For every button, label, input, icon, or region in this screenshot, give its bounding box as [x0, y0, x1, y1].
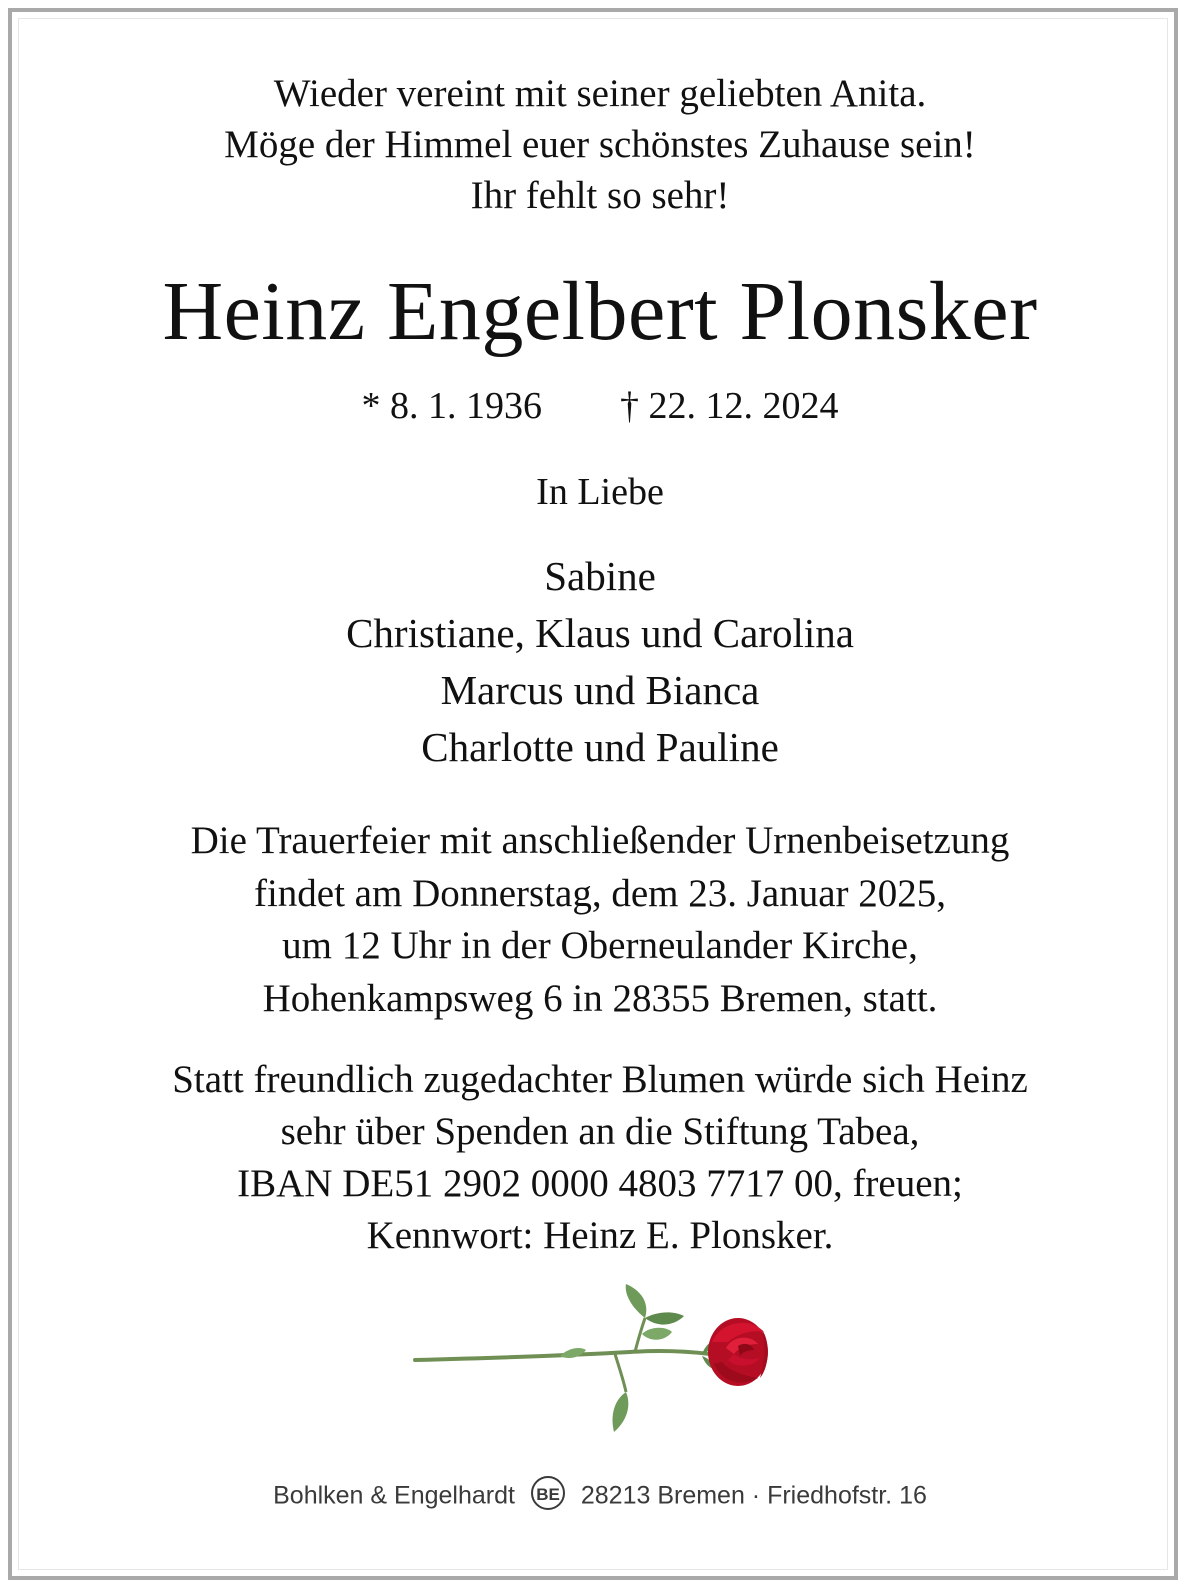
motto-verse: [0, 68, 1200, 221]
donation-line: IBAN DE51 2902 0000 4803 7717 00, freuen;: [237, 1162, 963, 1205]
ceremony-line: Die Trauerfeier mit anschließender Urnenbeisetzung: [190, 819, 1010, 862]
birth-date: * 8. 1. 1936: [361, 385, 542, 427]
family-list: [0, 548, 1200, 776]
ceremony-line: findet am Donnerstag, dem 23. Januar 2025,: [253, 871, 947, 915]
funeral-home-footer: [0, 1476, 1200, 1513]
donation-line: sehr über Spenden an die Stiftung Tabea,: [280, 1110, 920, 1153]
family-line: Sabine: [544, 553, 656, 599]
ceremony-line: um 12 Uhr in der Oberneulander Kirche,: [282, 924, 918, 967]
funeral-home-name: Bohlken & Engelhardt: [273, 1481, 515, 1510]
greeting: In Liebe: [536, 471, 664, 513]
motto-line: Wieder vereint mit seiner geliebten Anita.: [273, 72, 927, 115]
funeral-home-address: 28213 Bremen · Friedhofstr. 16: [580, 1481, 927, 1510]
family-line: Christiane, Klaus und Carolina: [346, 610, 854, 656]
life-dates: [0, 382, 1200, 430]
ceremony-line: Hohenkampsweg 6 in 28355 Bremen, statt.: [262, 976, 938, 1020]
donation-line: Kennwort: Heinz E. Plonsker.: [366, 1214, 834, 1257]
ceremony-info: [0, 815, 1200, 1025]
rose-icon: [410, 1282, 780, 1442]
funeral-home-logo-icon: [530, 1475, 566, 1511]
deceased-name: Heinz Engelbert Plonsker: [162, 265, 1038, 358]
motto-line: Möge der Himmel euer schönstes Zuhause sein!: [224, 123, 976, 166]
death-date: † 22. 12. 2024: [620, 385, 839, 427]
donation-info: [0, 1054, 1200, 1262]
logo-letters: BE: [536, 1485, 560, 1505]
family-line: Charlotte und Pauline: [421, 724, 779, 770]
family-line: Marcus und Bianca: [440, 667, 760, 713]
motto-line: Ihr fehlt so sehr!: [470, 174, 730, 217]
donation-line: Statt freundlich zugedachter Blumen würde sich Heinz: [172, 1058, 1028, 1101]
